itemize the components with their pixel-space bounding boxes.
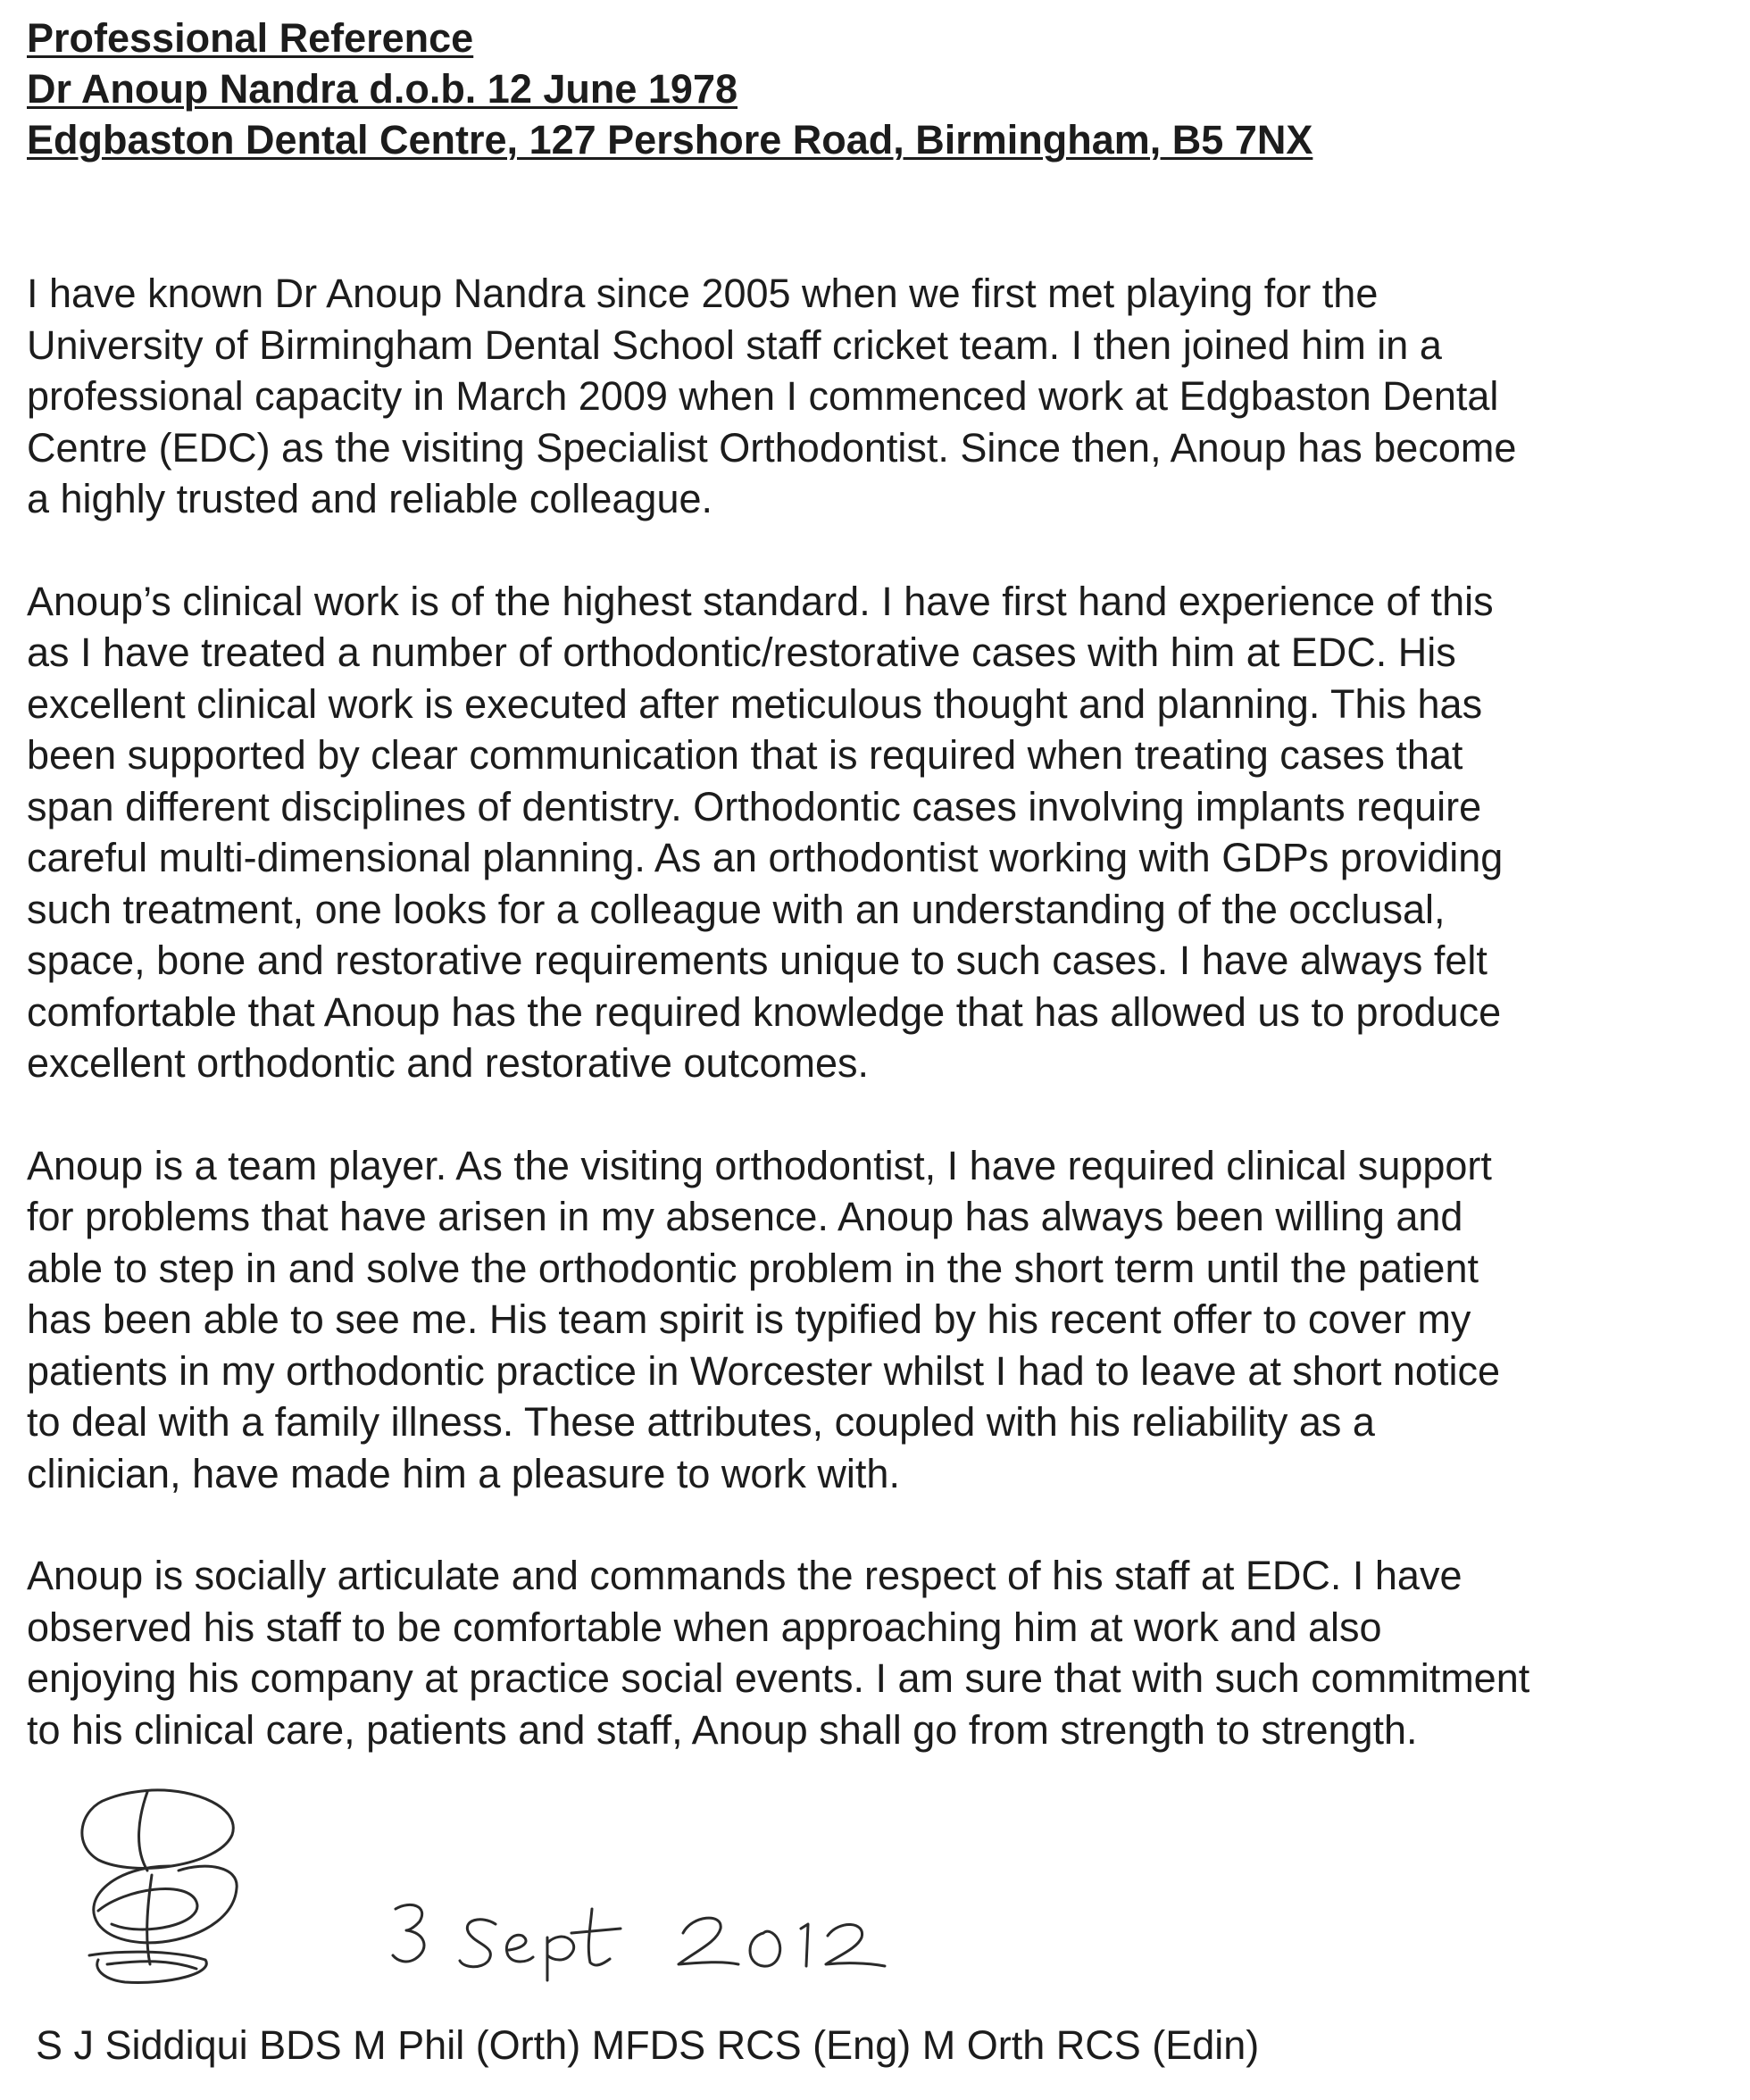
paragraph-line: to deal with a family illness. These attributes, coupled with his reliability as a <box>27 1399 1375 1445</box>
paragraph-line: enjoying his company at practice social events. I am sure that with such commitment <box>27 1655 1530 1701</box>
paragraph-line: to his clinical care, patients and staff, Anoup shall go from strength to strength. <box>27 1706 1418 1753</box>
paragraph-line: able to step in and solve the orthodontic problem in the short term until the patient <box>27 1245 1479 1291</box>
paragraph-line: a highly trusted and reliable colleague. <box>27 476 713 521</box>
paragraph-line: excellent clinical work is executed after meticulous thought and planning. This has <box>27 680 1483 727</box>
paragraph-line: as I have treated a number of orthodontic/restorative cases with him at EDC. His <box>27 629 1456 675</box>
paragraph-line: Centre (EDC) as the visiting Specialist Orthodontist. Since then, Anoup has become <box>27 424 1517 471</box>
paragraph-line: space, bone and restorative requirements unique to such cases. I have always felt <box>27 938 1488 983</box>
paragraph-line: excellent orthodontic and restorative outcomes. <box>27 1040 870 1086</box>
paragraph-line: professional capacity in March 2009 when I commenced work at Edgbaston Dental <box>27 373 1499 419</box>
paragraph-line: University of Birmingham Dental School staff cricket team. I then joined him in a <box>27 321 1442 368</box>
paragraph-line: span different disciplines of dentistry. Orthodontic cases involving implants require <box>27 783 1482 829</box>
paragraph-team-player <box>27 1140 1714 1500</box>
paragraph-line: Anoup is socially articulate and commands the respect of his staff at EDC. I have <box>27 1553 1462 1598</box>
paragraph-line: such treatment, one looks for a colleague with an understanding of the occlusal, <box>27 886 1446 932</box>
paragraph-line: been supported by clear communication that is required when treating cases that <box>27 732 1463 778</box>
signatory-credentials: S J Siddiqui BDS M Phil (Orth) MFDS RCS (Eng) M Orth RCS (Edin) <box>36 2022 1260 2068</box>
paragraph-social <box>27 1550 1714 1755</box>
paragraph-line: patients in my orthodontic practice in Worcester whilst I had to leave at short notice <box>27 1347 1500 1394</box>
paragraph-clinical-work <box>27 576 1714 1089</box>
address-line: Edgbaston Dental Centre, 127 Pershore Road, Birmingham, B5 7NX <box>27 117 1313 162</box>
paragraph-line: for problems that have arisen in my absence. Anoup has always been willing and <box>27 1194 1463 1239</box>
letter-heading <box>27 12 1705 165</box>
handwritten-date <box>388 1893 888 1982</box>
paragraph-line: Anoup’s clinical work is of the highest standard. I have first hand experience of this <box>27 578 1494 624</box>
paragraph-introduction <box>27 268 1714 525</box>
letter-title: Professional Reference <box>27 15 474 61</box>
paragraph-line: clinician, have made him a pleasure to work with. <box>27 1450 900 1496</box>
paragraph-line: Anoup is a team player. As the visiting orthodontist, I have required clinical support <box>27 1142 1492 1188</box>
paragraph-line: observed his staff to be comfortable when approaching him at work and also <box>27 1604 1382 1650</box>
paragraph-line: comfortable that Anoup has the required knowledge that has allowed us to produce <box>27 988 1502 1035</box>
letter-body <box>27 268 1714 1806</box>
subject-line: Dr Anoup Nandra d.o.b. 12 June 1978 <box>27 66 738 112</box>
paragraph-line: I have known Dr Anoup Nandra since 2005 when we first met playing for the <box>27 271 1379 316</box>
handwritten-signature <box>62 1781 277 1996</box>
paragraph-line: has been able to see me. His team spirit is typified by his recent offer to cover my <box>27 1296 1471 1342</box>
paragraph-line: careful multi-dimensional planning. As an orthodontist working with GDPs providing <box>27 835 1504 880</box>
